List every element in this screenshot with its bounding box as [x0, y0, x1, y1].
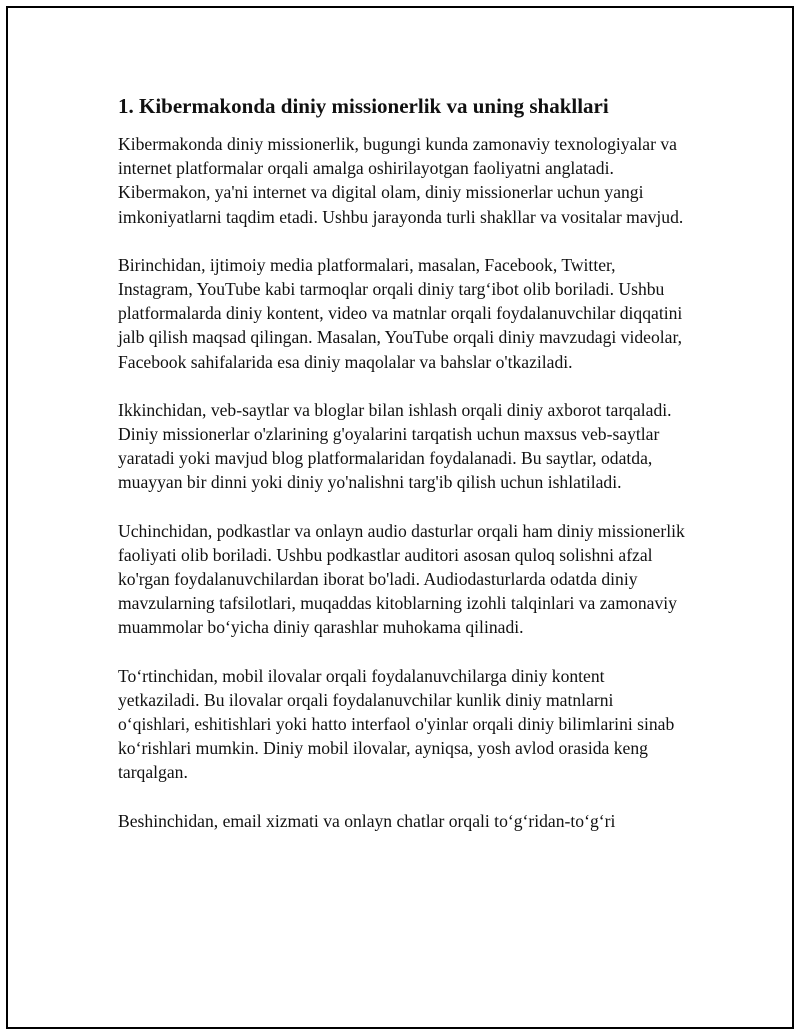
paragraph-fifth: Beshinchidan, email xizmati va onlayn chatlar orqali toʻgʻridan-toʻgʻri	[118, 810, 616, 831]
paragraph-first: Birinchidan, ijtimoiy media platformalari, masalan, Facebook, Twitter, Instagram, YouTube kabi tarmoqlar orqali diniy targʻibot olib boriladi. Ushbu platformalarda diniy kontent, video va matnlar orqali foydalanuvchilar diqqatini jalb qilish maqsad qilingan. Masalan, YouTube orqali diniy mavzudagi videolar, Facebook sahifalarida esa diniy maqolalar va bahslar o'tkaziladi.	[118, 254, 683, 372]
paragraph-intro: Kibermakonda diniy missionerlik, bugungi kunda zamonaviy texnologiyalar va internet platformalar orqali amalga oshirilayotgan faoliyatni anglatadi. Kibermakon, ya'ni internet va digital olam, diniy missionerlar uchun yangi imkoniyatlarni taqdim etadi. Ushbu jarayonda turli shakllar va vositalar mavjud.	[118, 134, 684, 227]
paragraph-third: Uchinchidan, podkastlar va onlayn audio dasturlar orqali ham diniy missionerlik faoliyati olib boriladi. Ushbu podkastlar auditori asosan quloq solishni afzal ko'rgan foydalanuvchilardan iborat bo'ladi. Audiodasturlarda odatda diniy mavzularning tafsilotlari, muqaddas kitoblarning izohli talqinlari va zamonaviy muammolar boʻyicha diniy qarashlar muhokama qilinadi.	[118, 520, 685, 638]
document-body	[118, 92, 688, 857]
paragraph-second: Ikkinchidan, veb-saytlar va bloglar bilan ishlash orqali diniy axborot tarqaladi. Diniy missionerlar o'zlarining g'oyalarini tarqatish uchun maxsus veb-saytlar yaratadi yoki mavjud blog platformalaridan foydalanadi. Bu saytlar, odatda, muayyan bir dinni yoki diniy yo'nalishni targ'ib qilish uchun ishlatiladi.	[118, 399, 672, 493]
section-heading: 1. Kibermakonda diniy missionerlik va uning shakllari	[118, 94, 609, 118]
paragraph-fourth: Toʻrtinchidan, mobil ilovalar orqali foydalanuvchilarga diniy kontent yetkaziladi. Bu ilovalar orqali foydalanuvchilar kunlik diniy matnlarni oʻqishlari, eshitishlari yoki hatto interfaol o'yinlar orqali diniy bilimlarini sinab koʻrishlari mumkin. Diniy mobil ilovalar, ayniqsa, yosh avlod orasida keng tarqalgan.	[118, 665, 675, 783]
